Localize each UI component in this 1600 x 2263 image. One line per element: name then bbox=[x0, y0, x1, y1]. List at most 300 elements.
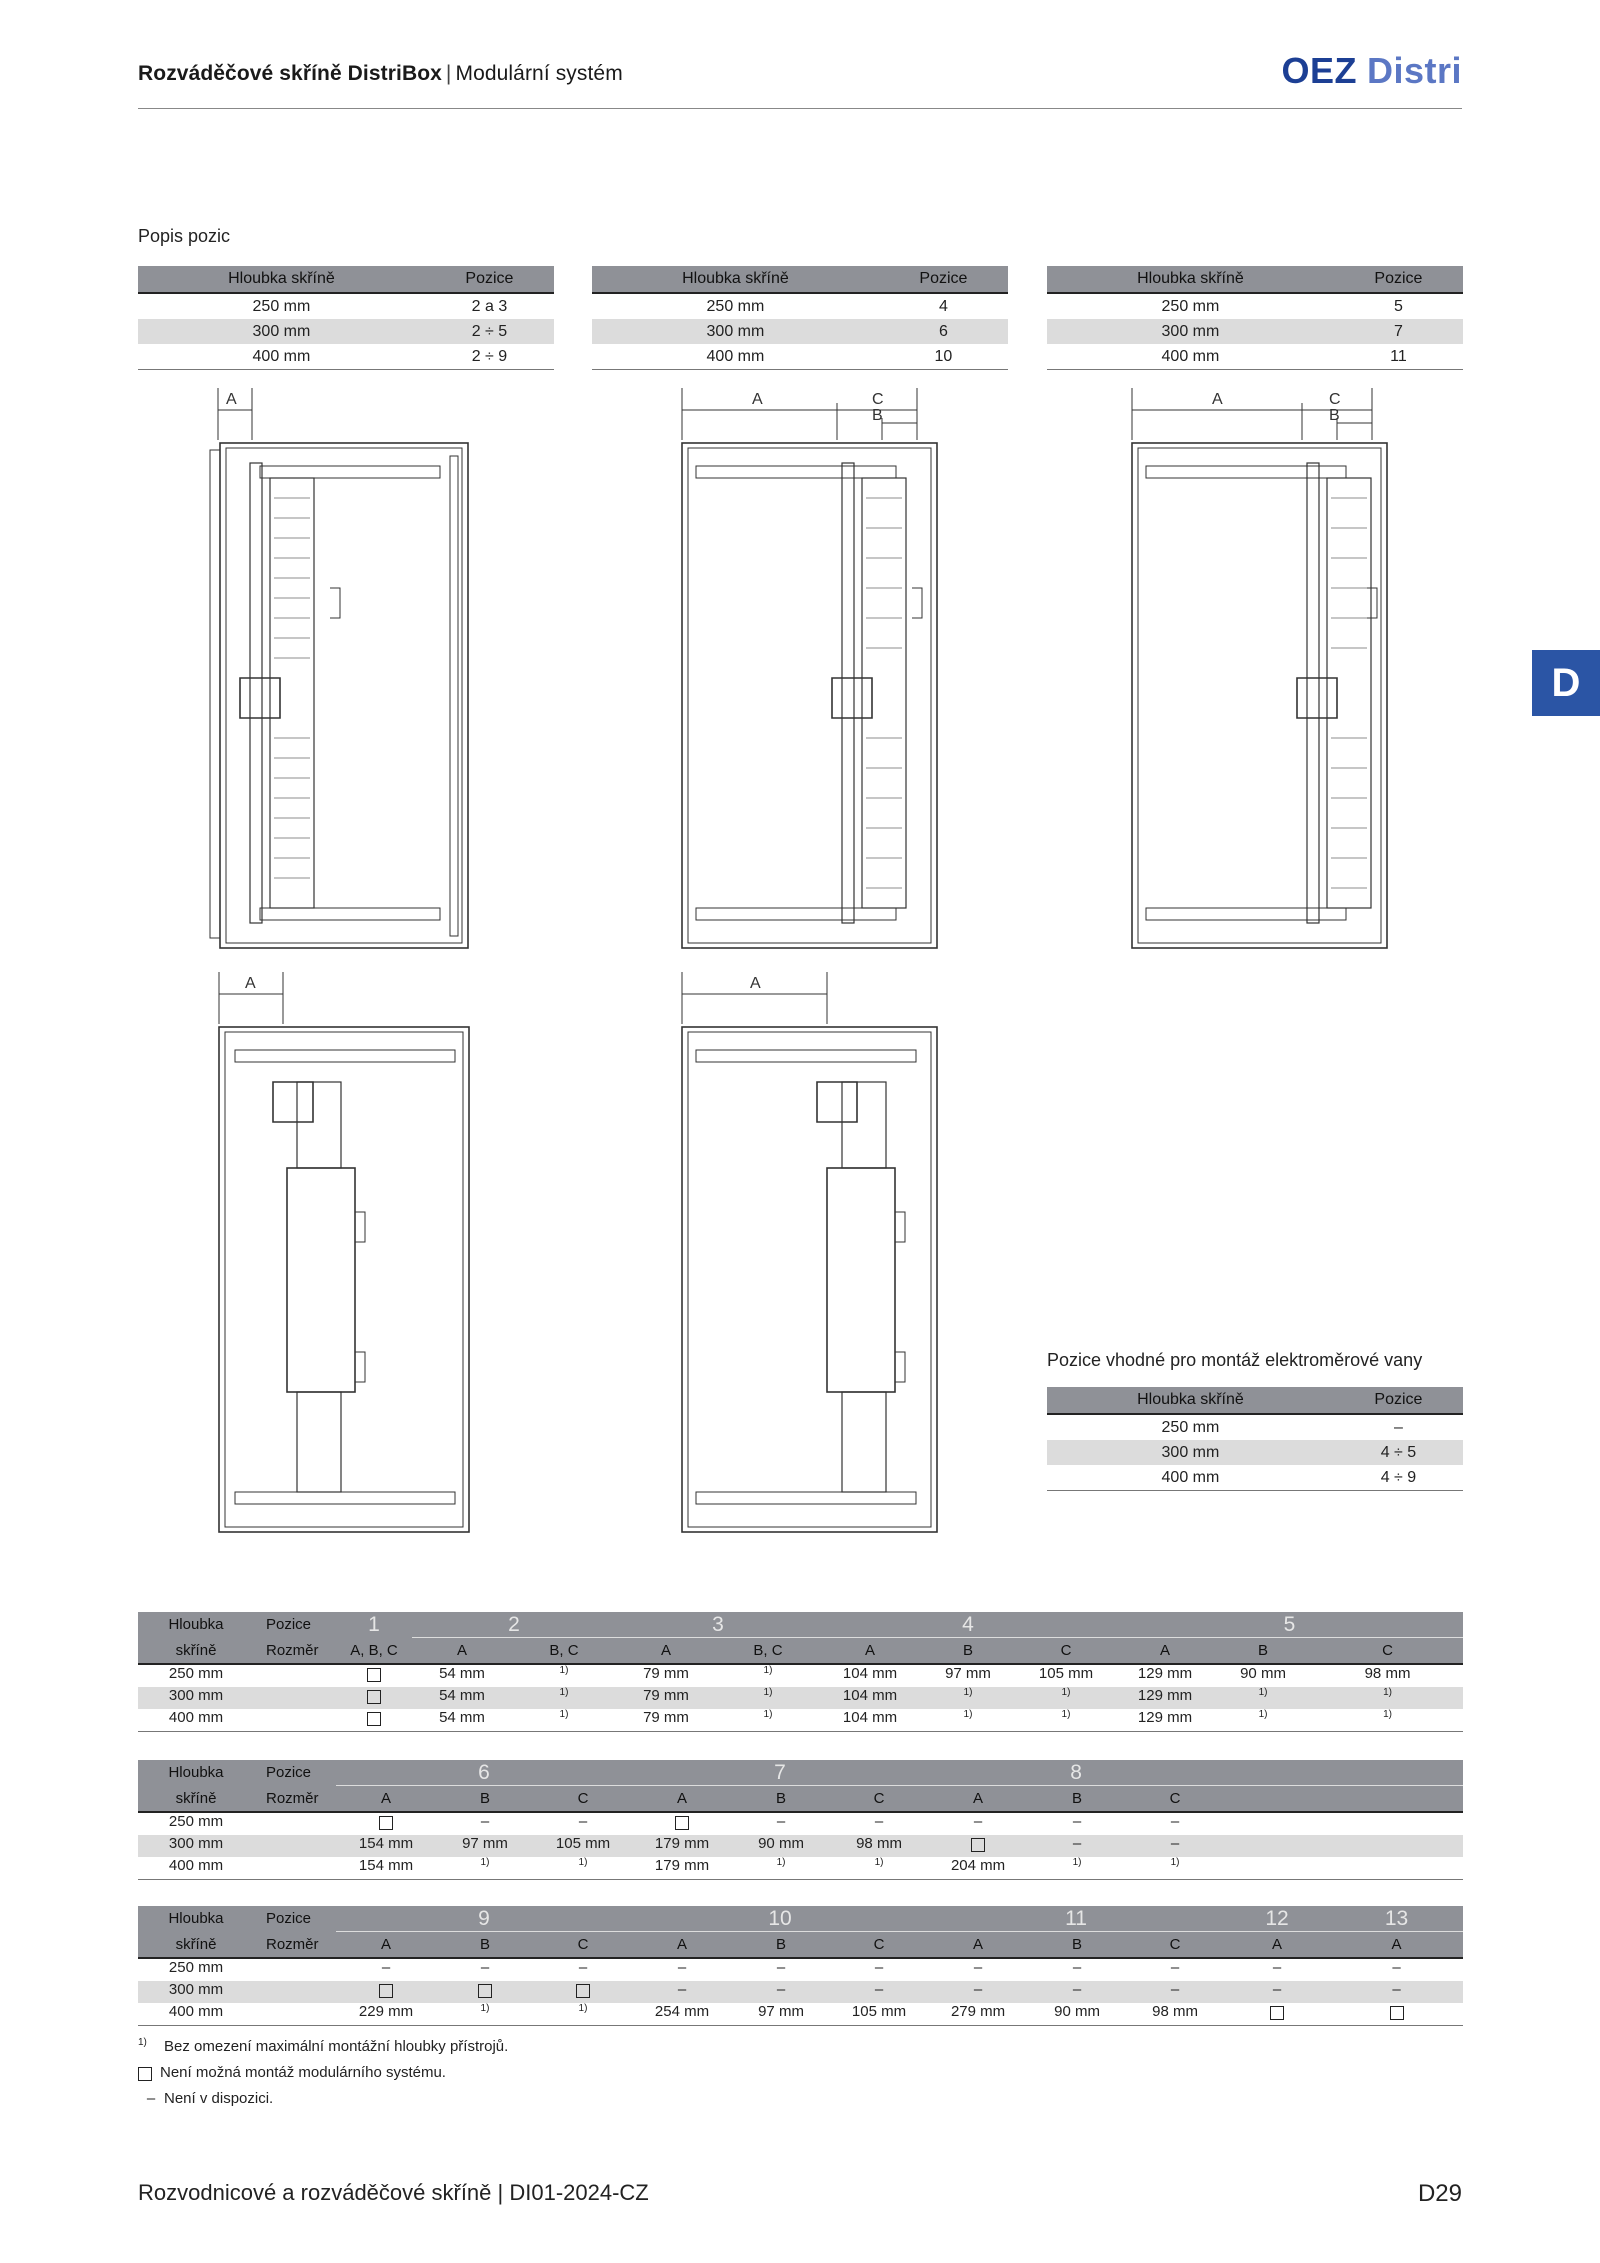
table-row bbox=[138, 1857, 1463, 1880]
footnote bbox=[138, 2086, 508, 2112]
cell bbox=[716, 1664, 820, 1687]
cell: – bbox=[732, 1981, 830, 2003]
not-possible-icon bbox=[367, 1668, 381, 1682]
cell: 98 mm bbox=[1364, 1665, 1411, 1682]
not-possible-icon bbox=[675, 1816, 689, 1830]
cell bbox=[436, 1981, 534, 2003]
dim-header: B bbox=[732, 1786, 830, 1813]
cell: 250 mm bbox=[168, 1665, 224, 1682]
cell bbox=[512, 1664, 616, 1687]
position-label: 13 bbox=[1330, 1906, 1463, 1932]
dim-label-a: A bbox=[750, 975, 761, 992]
cell bbox=[920, 1709, 1016, 1732]
dim-header: B bbox=[920, 1638, 1016, 1665]
cell: – bbox=[874, 1813, 884, 1830]
position-label: 10 bbox=[632, 1906, 928, 1932]
cabinet-drawing-5 bbox=[672, 972, 952, 1542]
table-row bbox=[138, 1709, 1463, 1732]
cell: – bbox=[480, 1813, 490, 1830]
not-possible-icon bbox=[478, 1984, 492, 1998]
cell: 250 mm bbox=[252, 297, 311, 315]
cell: 90 mm bbox=[1028, 2003, 1126, 2026]
footnote-ref: 1) bbox=[763, 1709, 773, 1720]
cell bbox=[716, 1687, 820, 1709]
dim-header: A bbox=[1330, 1932, 1463, 1959]
cell bbox=[336, 1709, 412, 1732]
cell: – bbox=[1072, 1959, 1082, 1976]
cell: 179 mm bbox=[632, 1857, 732, 1880]
table-row bbox=[138, 319, 554, 344]
footnote-ref: 1) bbox=[1258, 1709, 1268, 1720]
dim-header: B, C bbox=[716, 1638, 820, 1665]
footnote bbox=[138, 2030, 508, 2060]
cell bbox=[534, 1857, 632, 1880]
dimension-table-3 bbox=[138, 1906, 1463, 2026]
cell: – bbox=[973, 1813, 983, 1830]
dim-header: A bbox=[632, 1786, 732, 1813]
dim-header: C bbox=[1016, 1638, 1116, 1665]
dim-header: B bbox=[436, 1932, 534, 1959]
cell bbox=[1126, 1857, 1224, 1880]
cell: 90 mm bbox=[732, 1835, 830, 1857]
cell: – bbox=[1393, 1418, 1403, 1436]
table-row bbox=[138, 344, 554, 370]
cell: 104 mm bbox=[820, 1687, 920, 1709]
footnotes bbox=[138, 2030, 508, 2112]
dim-header: A, B, C bbox=[336, 1638, 412, 1665]
cell bbox=[632, 1812, 732, 1835]
not-possible-icon bbox=[971, 1838, 985, 1852]
position-label: 7 bbox=[632, 1760, 928, 1786]
dim-header: A bbox=[928, 1786, 1028, 1813]
cell bbox=[436, 1857, 534, 1880]
footnote-ref: 1) bbox=[963, 1709, 973, 1720]
dim-header: A bbox=[632, 1932, 732, 1959]
cell-spacer bbox=[254, 1857, 336, 1880]
cell bbox=[732, 1857, 830, 1880]
cell: – bbox=[1224, 1981, 1330, 2003]
dim-label-c: C bbox=[872, 391, 884, 408]
dim-header: C bbox=[1126, 1932, 1224, 1959]
cell bbox=[830, 1857, 928, 1880]
table-row bbox=[1047, 1465, 1463, 1491]
footnote-ref: 1) bbox=[480, 2003, 490, 2014]
cell: 98 mm bbox=[830, 1835, 928, 1857]
col-header: Pozice bbox=[425, 266, 554, 293]
cell: – bbox=[830, 1981, 928, 2003]
cell-spacer bbox=[254, 1958, 336, 1981]
hloubka-header: Hloubka bbox=[138, 1760, 254, 1786]
cell bbox=[1224, 2003, 1330, 2026]
dash-mark: – bbox=[146, 2090, 156, 2107]
not-possible-icon bbox=[379, 1984, 393, 1998]
cell bbox=[336, 1812, 436, 1835]
oez-distri-logo bbox=[1281, 50, 1462, 92]
pozice-header: Pozice bbox=[254, 1760, 336, 1786]
cell: – bbox=[874, 1959, 884, 1976]
position-label: 1 bbox=[336, 1612, 412, 1638]
dim-label-a: A bbox=[226, 391, 237, 408]
page-header-title bbox=[138, 62, 623, 86]
dim-header: B bbox=[436, 1786, 534, 1813]
cell: – bbox=[632, 1981, 732, 2003]
not-possible-icon bbox=[1390, 2006, 1404, 2020]
cell bbox=[928, 1835, 1028, 1857]
cell: 400 mm bbox=[138, 1857, 254, 1880]
cell: 105 mm bbox=[1038, 1665, 1094, 1682]
dim-header: A bbox=[336, 1932, 436, 1959]
position-label: 9 bbox=[336, 1906, 632, 1932]
col-header: Hloubka skříně bbox=[592, 266, 879, 293]
footnote-ref: 1) bbox=[963, 1687, 973, 1698]
table-row bbox=[138, 1687, 1463, 1709]
cell: 300 mm bbox=[138, 1687, 254, 1709]
position-label: 11 bbox=[928, 1906, 1224, 1932]
dim-header: A bbox=[1224, 1932, 1330, 1959]
cell: 98 mm bbox=[1126, 2003, 1224, 2026]
table-row bbox=[1047, 344, 1463, 370]
cell bbox=[336, 1981, 436, 2003]
cell: 97 mm bbox=[732, 2003, 830, 2026]
table-row bbox=[592, 293, 1008, 319]
section-tab: D bbox=[1532, 650, 1600, 716]
table-row bbox=[138, 1664, 1463, 1687]
footnote-ref: 1) bbox=[559, 1709, 569, 1720]
cell-spacer bbox=[254, 1981, 336, 2003]
position-label: 2 bbox=[412, 1612, 616, 1638]
cell: 250 mm bbox=[706, 297, 765, 315]
footnote-ref: 1) bbox=[1383, 1709, 1392, 1720]
cabinet-drawing-4 bbox=[205, 972, 485, 1542]
dim-header: A bbox=[336, 1786, 436, 1813]
cell: – bbox=[973, 1959, 983, 1976]
cell: 79 mm bbox=[616, 1709, 716, 1732]
dim-header: A bbox=[616, 1638, 716, 1665]
cell: 2 ÷ 5 bbox=[425, 319, 554, 344]
header-title-rest: Modulární systém bbox=[455, 62, 623, 85]
skrine-header: skříně bbox=[138, 1638, 254, 1665]
cell: 300 mm bbox=[138, 319, 425, 344]
header-spacer bbox=[1224, 1786, 1463, 1813]
footnote-ref: 1) bbox=[1258, 1687, 1268, 1698]
cell-spacer bbox=[1224, 1835, 1463, 1857]
cell: 300 mm bbox=[138, 1981, 254, 2003]
footnote-text: Bez omezení maximální montážní hloubky přístrojů. bbox=[164, 2038, 509, 2055]
cell bbox=[336, 1687, 412, 1709]
cell: – bbox=[1170, 1813, 1180, 1830]
col-header: Hloubka skříně bbox=[1047, 1387, 1334, 1414]
cell: 400 mm bbox=[138, 2003, 254, 2026]
cell: 204 mm bbox=[928, 1857, 1028, 1880]
dim-header: C bbox=[1312, 1638, 1463, 1665]
footnote-ref: 1) bbox=[578, 2003, 588, 2014]
dim-header: A bbox=[820, 1638, 920, 1665]
cell: 2 a 3 bbox=[471, 297, 508, 315]
cell bbox=[920, 1687, 1016, 1709]
footnote-ref: 1) bbox=[1061, 1687, 1071, 1698]
table-row bbox=[1047, 1440, 1463, 1465]
not-possible-icon bbox=[138, 2067, 152, 2081]
footnote-ref: 1) bbox=[874, 1857, 884, 1868]
cell-spacer bbox=[254, 1664, 336, 1687]
dim-label-a: A bbox=[1212, 391, 1223, 408]
col-header: Pozice bbox=[1334, 266, 1463, 293]
cell: 105 mm bbox=[534, 1835, 632, 1857]
col-header: Hloubka skříně bbox=[138, 266, 425, 293]
cell: – bbox=[1072, 1813, 1082, 1830]
dim-header: C bbox=[534, 1932, 632, 1959]
table-row bbox=[138, 1958, 1463, 1981]
cell: 90 mm bbox=[1240, 1665, 1286, 1682]
cell: 400 mm bbox=[138, 344, 425, 370]
popis-pozic-caption: Popis pozic bbox=[138, 226, 231, 246]
position-table-2 bbox=[592, 266, 1008, 370]
cell bbox=[1312, 1687, 1463, 1709]
position-label: 4 bbox=[820, 1612, 1116, 1638]
not-possible-icon bbox=[1270, 2006, 1284, 2020]
cell bbox=[1016, 1687, 1116, 1709]
footer-left: Rozvodnicové a rozváděčové skříně | DI01-2024-CZ bbox=[138, 2180, 649, 2205]
cell: 400 mm bbox=[1047, 344, 1334, 370]
dim-header: A bbox=[928, 1932, 1028, 1959]
cell: – bbox=[928, 1981, 1028, 2003]
cell: 54 mm bbox=[412, 1687, 512, 1709]
cell: 250 mm bbox=[1161, 1418, 1220, 1436]
footnote-ref: 1) bbox=[1072, 1857, 1082, 1868]
cell-spacer bbox=[254, 1709, 336, 1732]
cell: 229 mm bbox=[336, 2003, 436, 2026]
dim-header: A bbox=[1116, 1638, 1214, 1665]
cell: 129 mm bbox=[1116, 1709, 1214, 1732]
dim-header: A bbox=[412, 1638, 512, 1665]
dim-label-c: C bbox=[1329, 391, 1341, 408]
cell bbox=[1016, 1709, 1116, 1732]
cell: 105 mm bbox=[830, 2003, 928, 2026]
cell bbox=[1312, 1709, 1463, 1732]
cell: – bbox=[776, 1959, 786, 1976]
cell bbox=[512, 1687, 616, 1709]
cell: 6 bbox=[879, 319, 1008, 344]
cell-spacer bbox=[1224, 1812, 1463, 1835]
dim-header: C bbox=[830, 1786, 928, 1813]
cell: 104 mm bbox=[842, 1665, 898, 1682]
cell: 79 mm bbox=[643, 1665, 689, 1682]
cell: 2 ÷ 9 bbox=[425, 344, 554, 370]
pozice-header: Pozice bbox=[254, 1906, 336, 1932]
cell: 300 mm bbox=[138, 1835, 254, 1857]
logo-text-distri: Distri bbox=[1366, 50, 1462, 91]
cell: 250 mm bbox=[168, 1813, 224, 1830]
cell bbox=[1028, 1857, 1126, 1880]
position-label: 5 bbox=[1116, 1612, 1463, 1638]
position-label: 12 bbox=[1224, 1906, 1330, 1932]
header-title-bold: Rozváděčové skříně DistriBox bbox=[138, 62, 442, 85]
cell bbox=[1214, 1709, 1312, 1732]
cell: – bbox=[1028, 1981, 1126, 2003]
cell: – bbox=[1126, 1835, 1224, 1857]
cell: 7 bbox=[1334, 319, 1463, 344]
cell: 104 mm bbox=[820, 1709, 920, 1732]
cell bbox=[534, 1981, 632, 2003]
rozmer-header: Rozměr bbox=[254, 1638, 336, 1665]
dim-header: C bbox=[534, 1786, 632, 1813]
cell: 400 mm bbox=[1047, 1465, 1334, 1491]
cell: 54 mm bbox=[439, 1665, 485, 1682]
dim-header: B bbox=[1028, 1932, 1126, 1959]
col-header: Pozice bbox=[879, 266, 1008, 293]
skrine-header: skříně bbox=[138, 1786, 254, 1813]
cell-spacer bbox=[254, 1835, 336, 1857]
not-possible-icon bbox=[379, 1816, 393, 1830]
cell: 154 mm bbox=[336, 1857, 436, 1880]
cell: 300 mm bbox=[1047, 1440, 1334, 1465]
cell: 79 mm bbox=[616, 1687, 716, 1709]
dim-label-b: B bbox=[1329, 407, 1340, 424]
dim-header: B, C bbox=[512, 1638, 616, 1665]
position-label: 3 bbox=[616, 1612, 820, 1638]
footnote-mark: 1) bbox=[138, 2037, 147, 2048]
vana-table bbox=[1047, 1387, 1463, 1491]
cell bbox=[436, 2003, 534, 2026]
cell bbox=[512, 1709, 616, 1732]
rozmer-header: Rozměr bbox=[254, 1932, 336, 1959]
table-row bbox=[1047, 1414, 1463, 1440]
dim-label-b: B bbox=[872, 407, 883, 424]
cell: 97 mm bbox=[945, 1665, 991, 1682]
position-table-3 bbox=[1047, 266, 1463, 370]
not-possible-icon bbox=[367, 1690, 381, 1704]
cell: – bbox=[578, 1813, 588, 1830]
table-row bbox=[138, 1812, 1463, 1835]
header-separator: | bbox=[445, 62, 452, 85]
cabinet-drawing-3 bbox=[1122, 388, 1402, 958]
table-row bbox=[138, 1835, 1463, 1857]
dimension-table-2 bbox=[138, 1760, 1463, 1880]
not-possible-icon bbox=[367, 1712, 381, 1726]
cell-spacer bbox=[254, 1812, 336, 1835]
cell: 54 mm bbox=[412, 1709, 512, 1732]
dim-label-a: A bbox=[245, 975, 256, 992]
rozmer-header: Rozměr bbox=[254, 1786, 336, 1813]
dim-header: C bbox=[830, 1932, 928, 1959]
footnote-ref: 1) bbox=[776, 1857, 786, 1868]
table-row bbox=[1047, 319, 1463, 344]
dim-header: B bbox=[732, 1932, 830, 1959]
cell-spacer bbox=[1224, 1857, 1463, 1880]
header-rule bbox=[138, 108, 1462, 109]
cell bbox=[336, 1664, 412, 1687]
footnote-ref: 1) bbox=[559, 1665, 569, 1676]
cell: 11 bbox=[1334, 344, 1463, 370]
col-header: Hloubka skříně bbox=[1047, 266, 1334, 293]
cell: 154 mm bbox=[336, 1835, 436, 1857]
cell: – bbox=[677, 1959, 687, 1976]
footnote-text: Není v dispozici. bbox=[164, 2090, 274, 2107]
cell: 5 bbox=[1393, 297, 1403, 315]
footnote bbox=[138, 2060, 508, 2086]
table-row bbox=[592, 344, 1008, 370]
cell: – bbox=[1170, 1959, 1180, 1976]
table-row bbox=[138, 2003, 1463, 2026]
cabinet-drawing-1 bbox=[200, 388, 480, 958]
header-spacer bbox=[1224, 1760, 1463, 1786]
cell: 400 mm bbox=[138, 1709, 254, 1732]
skrine-header: skříně bbox=[138, 1932, 254, 1959]
cell bbox=[534, 2003, 632, 2026]
table-row bbox=[592, 319, 1008, 344]
cell: 254 mm bbox=[632, 2003, 732, 2026]
cell-spacer bbox=[254, 1687, 336, 1709]
footnote-ref: 1) bbox=[763, 1687, 773, 1698]
dim-header: C bbox=[1126, 1786, 1224, 1813]
logo-text-oez: OEZ bbox=[1281, 50, 1357, 91]
cell: – bbox=[1272, 1959, 1282, 1976]
cabinet-drawing-2 bbox=[672, 388, 952, 958]
dim-header: B bbox=[1028, 1786, 1126, 1813]
cell: 4 ÷ 9 bbox=[1334, 1465, 1463, 1491]
footnote-ref: 1) bbox=[578, 1857, 588, 1868]
cell: 400 mm bbox=[592, 344, 879, 370]
dim-label-a: A bbox=[752, 391, 763, 408]
cell: 4 ÷ 5 bbox=[1334, 1440, 1463, 1465]
dimension-table-1 bbox=[138, 1612, 1463, 1732]
cell bbox=[1330, 2003, 1463, 2026]
cell: 300 mm bbox=[592, 319, 879, 344]
cell: 179 mm bbox=[632, 1835, 732, 1857]
cell: – bbox=[381, 1959, 391, 1976]
position-table-1 bbox=[138, 266, 554, 370]
footnote-ref: 1) bbox=[559, 1687, 569, 1698]
cell: – bbox=[1392, 1959, 1401, 1976]
footnote-ref: 1) bbox=[1170, 1857, 1180, 1868]
footnote-ref: 1) bbox=[1383, 1687, 1392, 1698]
cell: 279 mm bbox=[928, 2003, 1028, 2026]
cell bbox=[1214, 1687, 1312, 1709]
footnote-ref: 1) bbox=[763, 1665, 773, 1676]
cell: – bbox=[1028, 1835, 1126, 1857]
cell: – bbox=[480, 1959, 490, 1976]
footnote-ref: 1) bbox=[480, 1857, 490, 1868]
position-label: 8 bbox=[928, 1760, 1224, 1786]
table-row bbox=[138, 293, 554, 319]
cell-spacer bbox=[254, 2003, 336, 2026]
dim-header: B bbox=[1214, 1638, 1312, 1665]
page-number: D29 bbox=[1417, 2180, 1462, 2207]
table-row bbox=[1047, 293, 1463, 319]
not-possible-icon bbox=[576, 1984, 590, 1998]
cell: 97 mm bbox=[436, 1835, 534, 1857]
position-label: 6 bbox=[336, 1760, 632, 1786]
hloubka-header: Hloubka bbox=[138, 1906, 254, 1932]
cell: 129 mm bbox=[1116, 1687, 1214, 1709]
col-header: Pozice bbox=[1334, 1387, 1463, 1414]
pozice-header: Pozice bbox=[254, 1612, 336, 1638]
cell: 250 mm bbox=[168, 1959, 224, 1976]
cell bbox=[716, 1709, 820, 1732]
table-row bbox=[138, 1981, 1463, 2003]
cell: – bbox=[776, 1813, 786, 1830]
hloubka-header: Hloubka bbox=[138, 1612, 254, 1638]
cell: – bbox=[1126, 1981, 1224, 2003]
cell: 10 bbox=[879, 344, 1008, 370]
footnote-text: Není možná montáž modulárního systému. bbox=[160, 2064, 446, 2081]
footnote-ref: 1) bbox=[1061, 1709, 1071, 1720]
cell: 129 mm bbox=[1137, 1665, 1193, 1682]
cell: – bbox=[1330, 1981, 1463, 2003]
cell: 4 bbox=[938, 297, 948, 315]
cell: – bbox=[578, 1959, 588, 1976]
cell: 300 mm bbox=[1047, 319, 1334, 344]
